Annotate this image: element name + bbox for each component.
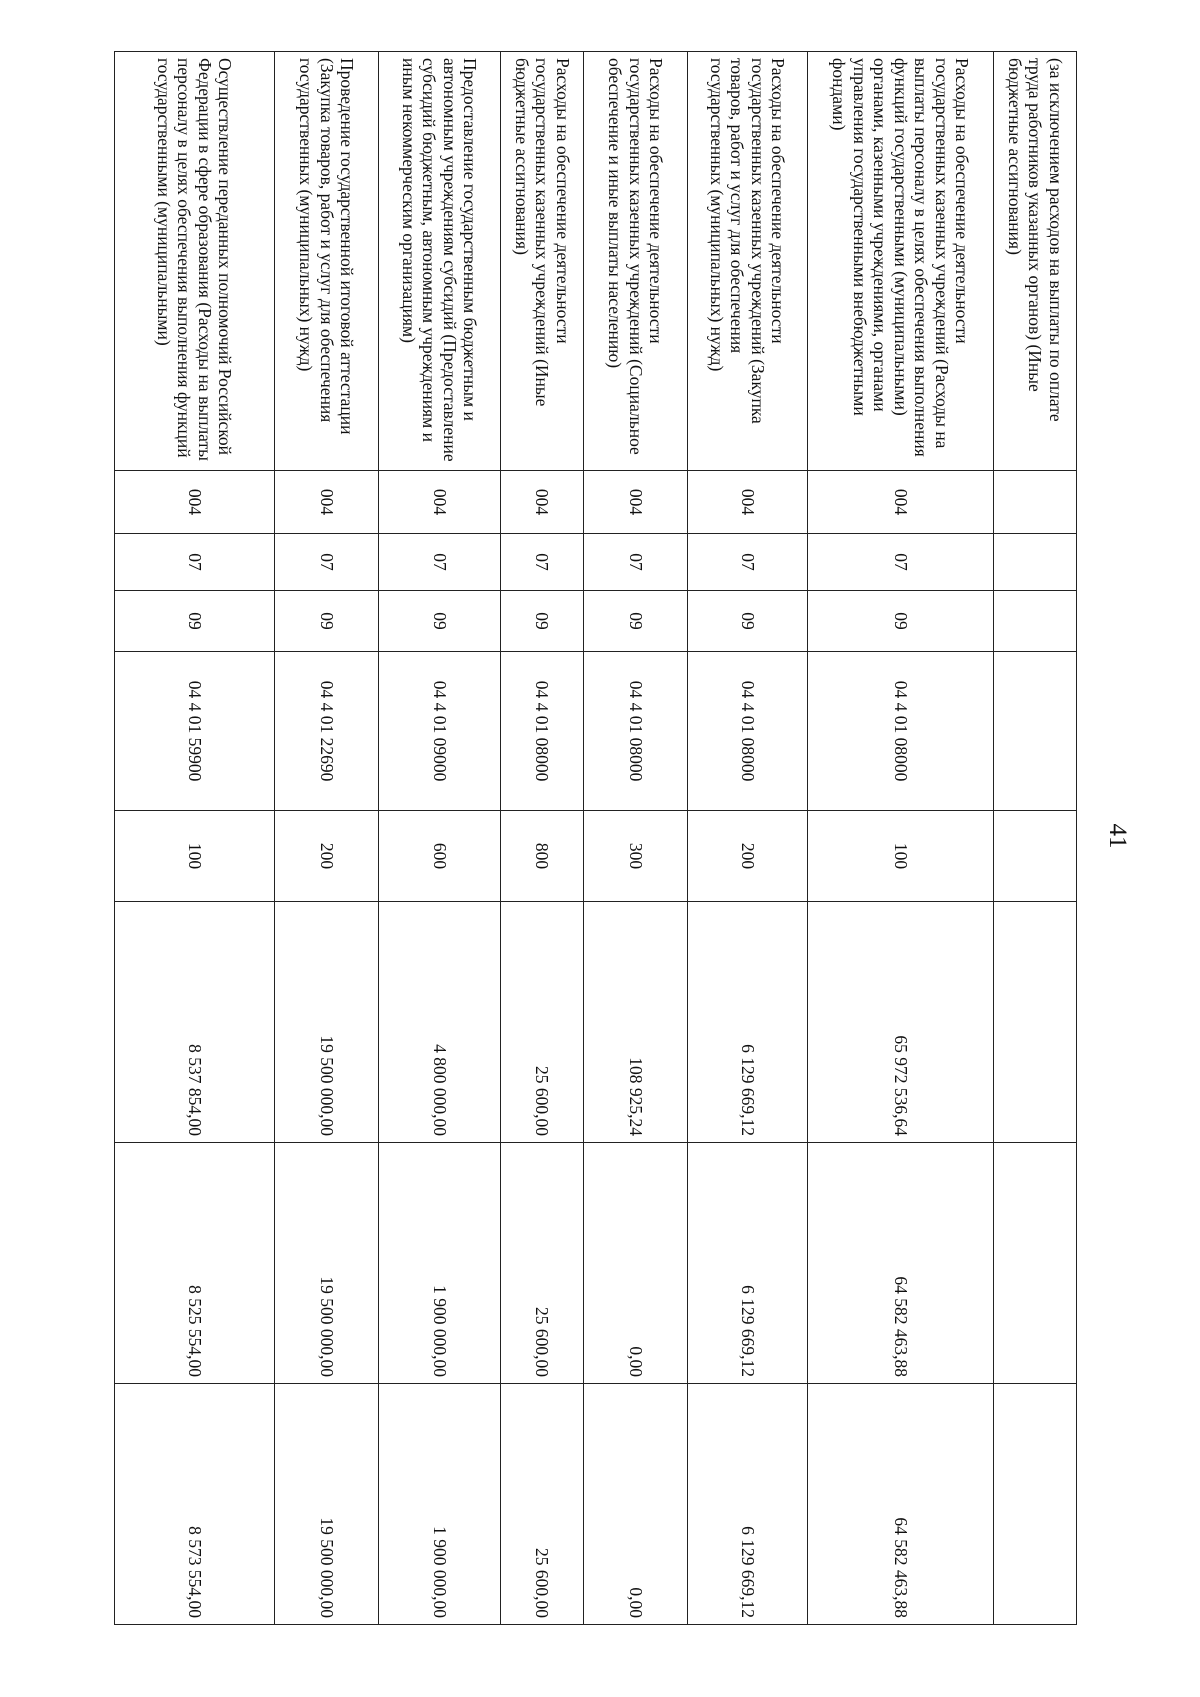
subsection-code: 09 — [379, 591, 501, 652]
row-name: Расходы на обеспечение деятельности государственных казенных учреждений (Закупка товаров, работ и услуг для обеспечения государственных (муниципальных) нужд) — [688, 52, 808, 471]
section-code: 07 — [584, 534, 688, 591]
amount-year-2: 25 600,00 — [501, 1143, 584, 1384]
expense-type-code: 100 — [115, 811, 275, 902]
amount-year-1: 108 925,24 — [584, 902, 688, 1143]
row-name: Осуществление переданных полномочий Российской Федерации в сфере образования (Расходы на выплаты персоналу в целях обеспечения выполнения функций государственными (муниципальными) — [115, 52, 275, 471]
subsection-code: 09 — [275, 591, 379, 652]
table-row — [115, 52, 275, 1625]
grbs-code: 004 — [688, 471, 808, 534]
section-code: 07 — [808, 534, 994, 591]
target-article-code: 04 4 01 08000 — [501, 652, 584, 811]
row-name: Проведение государственной итоговой аттестации (Закупка товаров, работ и услуг для обеспечения государственных (муниципальных) нужд) — [275, 52, 379, 471]
table-row — [379, 52, 501, 1625]
grbs-code: 004 — [379, 471, 501, 534]
row-name: Расходы на обеспечение деятельности государственных казенных учреждений (Социальное обеспечение и иные выплаты населению) — [584, 52, 688, 471]
subsection-code: 09 — [584, 591, 688, 652]
amount-year-3: 1 900 000,00 — [379, 1384, 501, 1625]
expense-type-code: 600 — [379, 811, 501, 902]
amount-year-3: 64 582 463,88 — [808, 1384, 994, 1625]
amount-year-1 — [994, 902, 1077, 1143]
amount-year-1: 19 500 000,00 — [275, 902, 379, 1143]
section-code: 07 — [688, 534, 808, 591]
subsection-code: 09 — [115, 591, 275, 652]
amount-year-3: 19 500 000,00 — [275, 1384, 379, 1625]
section-code: 07 — [379, 534, 501, 591]
grbs-code: 004 — [808, 471, 994, 534]
section-code — [994, 534, 1077, 591]
section-code: 07 — [501, 534, 584, 591]
expense-type-code: 200 — [688, 811, 808, 902]
amount-year-2: 19 500 000,00 — [275, 1143, 379, 1384]
amount-year-3: 0,00 — [584, 1384, 688, 1625]
grbs-code: 004 — [275, 471, 379, 534]
target-article-code: 04 4 01 22690 — [275, 652, 379, 811]
expense-type-code: 800 — [501, 811, 584, 902]
table-row — [808, 52, 994, 1625]
amount-year-3 — [994, 1384, 1077, 1625]
row-name: Расходы на обеспечение деятельности государственных казенных учреждений (Иные бюджетные ассигнования) — [501, 52, 584, 471]
table-row — [994, 52, 1077, 1625]
subsection-code — [994, 591, 1077, 652]
table-row — [501, 52, 584, 1625]
subsection-code: 09 — [688, 591, 808, 652]
page-number: 41 — [1104, 823, 1131, 849]
section-code: 07 — [275, 534, 379, 591]
subsection-code: 09 — [808, 591, 994, 652]
amount-year-2: 0,00 — [584, 1143, 688, 1384]
expense-type-code: 300 — [584, 811, 688, 902]
amount-year-3: 8 573 554,00 — [115, 1384, 275, 1625]
amount-year-1: 25 600,00 — [501, 902, 584, 1143]
target-article-code: 04 4 01 08000 — [808, 652, 994, 811]
table-row — [688, 52, 808, 1625]
budget-table-container — [115, 51, 1077, 1624]
amount-year-1: 4 800 000,00 — [379, 902, 501, 1143]
expense-type-code: 200 — [275, 811, 379, 902]
amount-year-3: 6 129 669,12 — [688, 1384, 808, 1625]
grbs-code — [994, 471, 1077, 534]
amount-year-2: 8 525 554,00 — [115, 1143, 275, 1384]
amount-year-1: 6 129 669,12 — [688, 902, 808, 1143]
row-name: (за исключением расходов на выплаты по оплате труда работников указанных органов) (Иные бюджетные ассигнования) — [994, 52, 1077, 471]
amount-year-1: 8 537 854,00 — [115, 902, 275, 1143]
target-article-code: 04 4 01 08000 — [584, 652, 688, 811]
grbs-code: 004 — [584, 471, 688, 534]
row-name: Предоставление государственным бюджетным и автономным учреждениям субсидий (Предоставление субсидий бюджетным, автономным учреждениям и иным некоммерческим организациям) — [379, 52, 501, 471]
target-article-code: 04 4 01 08000 — [688, 652, 808, 811]
amount-year-2 — [994, 1143, 1077, 1384]
target-article-code: 04 4 01 59900 — [115, 652, 275, 811]
subsection-code: 09 — [501, 591, 584, 652]
grbs-code: 004 — [115, 471, 275, 534]
budget-table — [114, 51, 1077, 1625]
amount-year-1: 65 972 536,64 — [808, 902, 994, 1143]
expense-type-code — [994, 811, 1077, 902]
expense-type-code: 100 — [808, 811, 994, 902]
target-article-code — [994, 652, 1077, 811]
amount-year-2: 64 582 463,88 — [808, 1143, 994, 1384]
amount-year-2: 6 129 669,12 — [688, 1143, 808, 1384]
target-article-code: 04 4 01 09000 — [379, 652, 501, 811]
table-row — [275, 52, 379, 1625]
amount-year-2: 1 900 000,00 — [379, 1143, 501, 1384]
section-code: 07 — [115, 534, 275, 591]
amount-year-3: 25 600,00 — [501, 1384, 584, 1625]
grbs-code: 004 — [501, 471, 584, 534]
table-row — [584, 52, 688, 1625]
row-name: Расходы на обеспечение деятельности государственных казенных учреждений (Расходы на выплаты персоналу в целях обеспечения выполнения функций государственными (муниципальными) органами, казенными учреждениями, органами управления государственными внебюджетными фондами) — [808, 52, 994, 471]
